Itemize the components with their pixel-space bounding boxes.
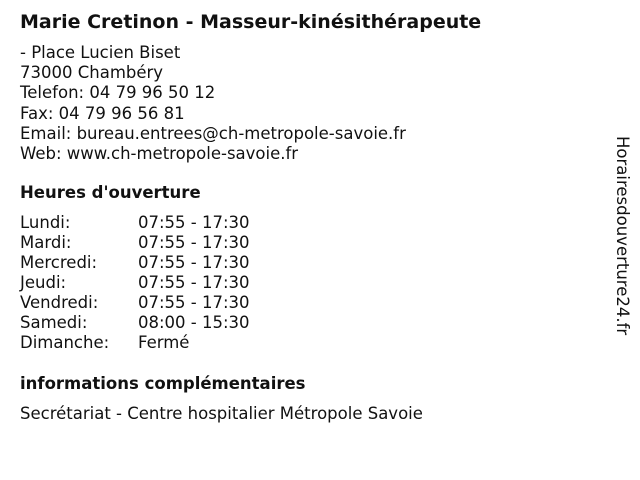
day-label: Lundi:: [20, 213, 71, 232]
day-label: Mardi:: [20, 233, 72, 252]
opening-hours-heading: Heures d'ouverture: [20, 183, 201, 202]
address-line-1: - Place Lucien Biset: [20, 43, 181, 62]
day-hours: 07:55 - 17:30: [138, 293, 250, 312]
day-label: Samedi:: [20, 313, 88, 332]
hours-row-monday: [20, 213, 250, 233]
day-hours: 08:00 - 15:30: [138, 313, 250, 332]
hours-row-tuesday: [20, 233, 250, 253]
day-hours: 07:55 - 17:30: [138, 233, 250, 252]
email-address: Email: bureau.entrees@ch-metropole-savoie.fr: [20, 123, 406, 143]
day-hours: 07:55 - 17:30: [138, 273, 250, 292]
day-label: Mercredi:: [20, 253, 98, 272]
phone-number: Telefon: 04 79 96 50 12: [20, 83, 216, 103]
opening-hours-table: [20, 213, 250, 353]
day-label: Dimanche:: [20, 333, 110, 352]
site-watermark: Horairesdouverture24.fr: [613, 136, 632, 336]
hours-row-thursday: [20, 273, 250, 293]
day-label: Jeudi:: [20, 273, 67, 292]
day-label: Vendredi:: [20, 293, 99, 312]
contact-block: [20, 43, 406, 164]
additional-info-heading: informations complémentaires: [20, 374, 306, 393]
day-hours: 07:55 - 17:30: [138, 213, 250, 232]
fax-number: Fax: 04 79 96 56 81: [20, 103, 185, 123]
website-address: Web: www.ch-metropole-savoie.fr: [20, 144, 299, 164]
hours-row-wednesday: [20, 253, 250, 273]
address-line-2: 73000 Chambéry: [20, 63, 164, 83]
hours-row-saturday: [20, 313, 250, 333]
day-hours: 07:55 - 17:30: [138, 253, 250, 272]
hours-row-sunday: [20, 333, 250, 353]
additional-info-text: Secrétariat - Centre hospitalier Métropole Savoie: [20, 404, 423, 423]
page-title: Marie Cretinon - Masseur-kinésithérapeute: [20, 11, 482, 33]
hours-row-friday: [20, 293, 250, 313]
day-hours: Fermé: [138, 333, 190, 352]
